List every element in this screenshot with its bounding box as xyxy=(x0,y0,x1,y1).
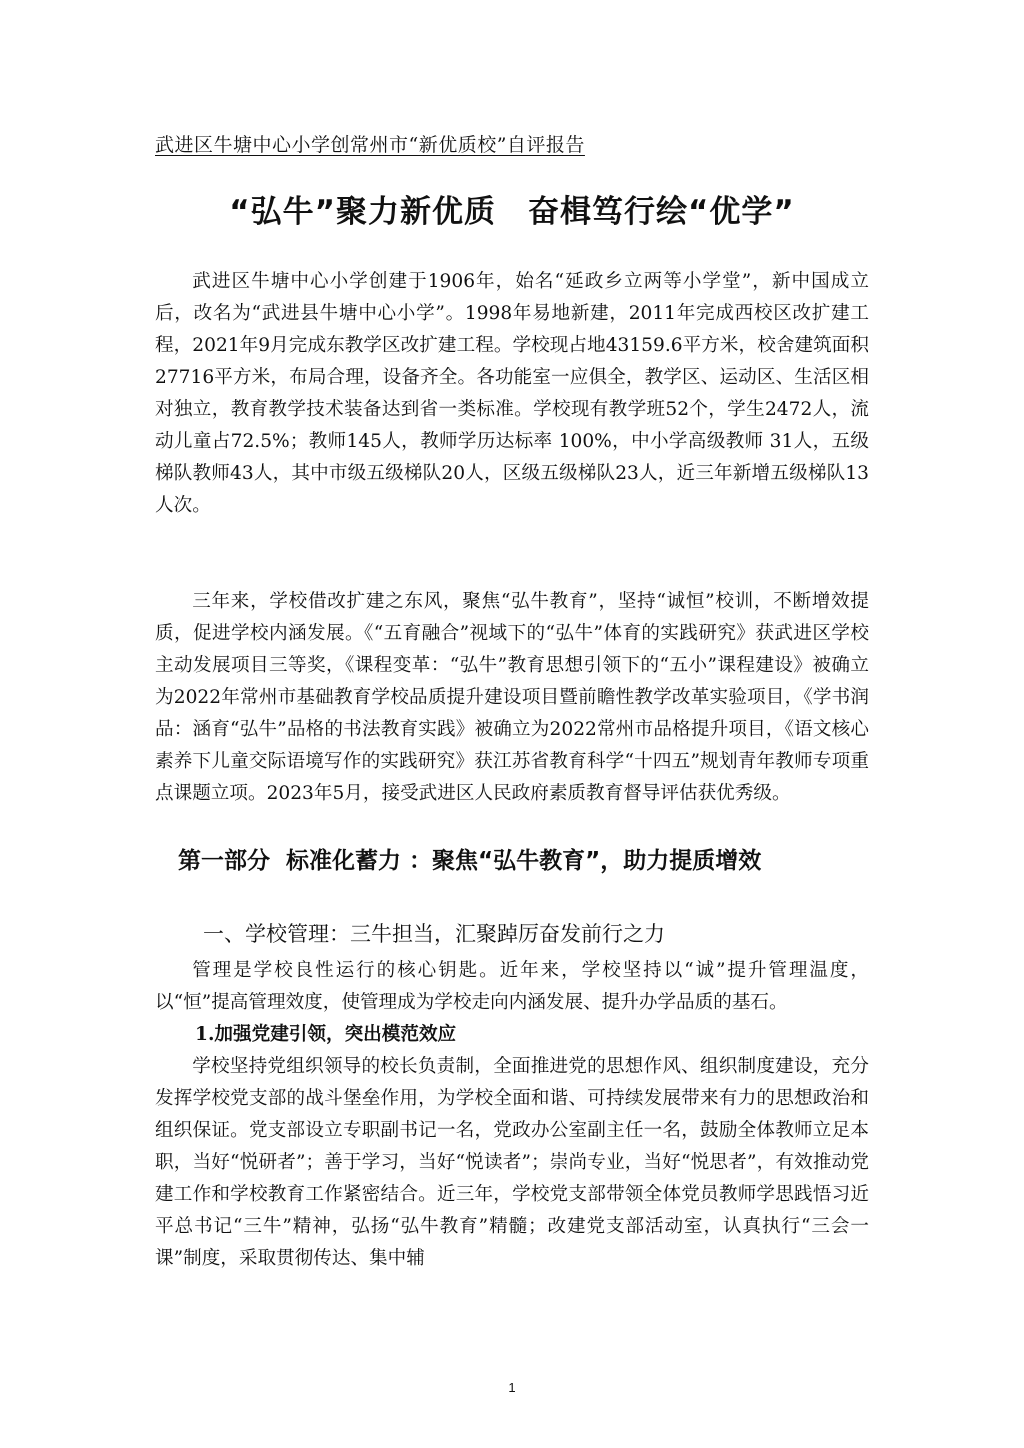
intro-paragraph-1 xyxy=(155,266,869,522)
paragraph-text: 管理是学校良性运行的核心钥匙。近年来，学校坚持以“诚”提升管理温度，以“恒”提高管理效度，使管理成为学校走向内涵发展、提升办学品质的基石。 xyxy=(155,960,869,1013)
sub-heading-party-leadership: 1.加强党建引领，突出模范效应 xyxy=(195,1024,457,1045)
part-one-heading: 第一部分 标准化蓄力 ：聚焦“弘牛教育”，助力提质增效 xyxy=(178,848,762,874)
party-building-paragraph xyxy=(155,1051,869,1275)
report-header-line: 武进区牛塘中心小学创常州市“新优质校”自评报告 xyxy=(155,134,585,156)
paragraph-text: 三年来，学校借改扩建之东风，聚焦“弘牛教育”，坚持“诚恒”校训，不断增效提质，促进学校内涵发展。《“五育融合”视域下的“弘牛”体育的实践研究》获武进区学校主动发展项目三等奖，《课程变革：“弘牛”教育思想引领下的“五小”课程建设》被确立为2022年常州市基础教育学校品质提升建设项目暨前瞻性教学改革实验项目，《学书润品：涵育“弘牛”品格的书法教育实践》被确立为2022常州市品格提升项目，《语文核心素养下儿童交际语境写作的实践研究》获江苏省教育科学“十四五”规划青年教师专项重点课题立项。2023年5月，接受武进区人民政府素质教育督导评估获优秀级。 xyxy=(155,591,869,804)
paragraph-text: 学校坚持党组织领导的校长负责制，全面推进党的思想作风、组织制度建设，充分发挥学校党支部的战斗堡垒作用，为学校全面和谐、可持续发展带来有力的思想政治和组织保证。党支部设立专职副书记一名，党政办公室副主任一名，鼓励全体教师立足本职，当好“悦研者”；善于学习，当好“悦读者”；崇尚专业，当好“悦思者”，有效推动党建工作和学校教育工作紧密结合。近三年，学校党支部带领全体党员教师学思践悟习近平总书记“三牛”精神，弘扬“弘牛教育”精髓；改建党支部活动室，认真执行“三会一课”制度，采取贯彻传达、集中辅 xyxy=(155,1056,869,1269)
paragraph-text: 武进区牛塘中心小学创建于1906年，始名“延政乡立两等小学堂”，新中国成立后，改名为“武进县牛塘中心小学”。1998年易地新建，2011年完成西校区改扩建工程，2021年9月完成东教学区改扩建工程。学校现占地43159.6平方米，校舍建筑面积27716平方米，布局合理，设备齐全。各功能室一应俱全，教学区、运动区、生活区相对独立，教育教学技术装备达到省一类标准。学校现有教学班52个，学生2472人，流动儿童占72.5%；教师145人，教师学历达标率 100%，中小学高级教师 31人，五级梯队教师43人，其中市级五级梯队20人，区级五级梯队23人，近三年新增五级梯队13人次。 xyxy=(155,271,869,516)
management-paragraph xyxy=(155,955,869,1019)
intro-paragraph-2 xyxy=(155,586,869,810)
document-title: “弘牛”聚力新优质 奋楫笃行绘“优学” xyxy=(229,194,795,230)
section-heading-school-management: 一、学校管理：三牛担当，汇聚踔厉奋发前行之力 xyxy=(203,922,665,946)
page-number: 1 xyxy=(508,1380,516,1395)
